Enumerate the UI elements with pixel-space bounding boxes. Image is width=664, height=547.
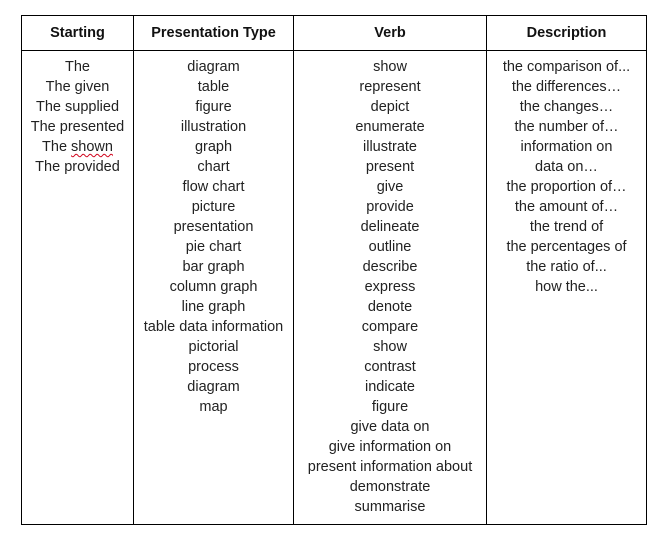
verb-item: describe [362,259,418,275]
verb-item: compare [361,319,419,335]
verb-item: express [364,279,416,295]
starting-item [22,137,133,157]
description-item: how the... [535,279,598,295]
starting-item-prefix: The [35,99,65,115]
presentation-type-item: line graph [181,299,246,315]
vocabulary-table [21,15,647,525]
starting-list [22,57,133,177]
verb-item: figure [371,399,409,415]
presentation-type-item: table data information [143,319,284,335]
description-item: the ratio of... [526,259,607,275]
presentation-type-item: presentation [173,219,254,235]
verb-item: illustrate [363,139,417,155]
description-item: data on… [535,159,598,175]
verb-item: demonstrate [349,479,431,495]
verb-item: present information about [307,459,473,475]
presentation-type-item: process [188,359,239,375]
verb-item: show [373,339,407,355]
description-item: information on [520,139,613,155]
description-item: the proportion of… [506,179,627,195]
description-item: the trend of [529,219,604,235]
verb-item: show [373,59,407,75]
verb-item: give information on [328,439,452,455]
header-description: Description [487,16,647,51]
starting-item [22,157,133,177]
presentation-type-item: map [199,399,228,415]
header-starting: Starting [22,16,134,51]
header-verb: Verb [294,16,487,51]
starting-item-word: supplied [65,99,120,115]
verb-item: denote [367,299,413,315]
description-item: the amount of… [514,199,619,215]
presentation-type-item: table [197,79,230,95]
description-item: the changes… [519,99,614,115]
presentation-type-item: figure [195,99,232,115]
presentation-type-item: pie chart [185,239,242,255]
starting-item [22,57,133,77]
starting-item-word: given [74,79,110,95]
verb-item: summarise [354,499,426,515]
starting-item-prefix: The [35,159,65,175]
presentation-type-list [134,57,293,417]
verb-item: delineate [360,219,420,235]
presentation-type-item: chart [197,159,230,175]
description-item: the number of… [514,119,619,135]
presentation-type-item: column graph [169,279,258,295]
starting-item-word: provided [64,159,120,175]
verb-cell [294,51,487,525]
presentation-type-item: bar graph [182,259,245,275]
starting-item-word: presented [59,119,125,135]
starting-item-prefix: The [65,59,90,75]
verb-item: contrast [364,359,416,375]
description-list [487,57,646,297]
verb-item: give [376,179,404,195]
verb-item: provide [366,199,414,215]
description-item: the differences… [511,79,622,95]
verb-item: give data on [350,419,430,435]
body-row [22,51,647,525]
description-item: the comparison of... [502,59,631,75]
description-cell [487,51,647,525]
starting-item-prefix: The [45,79,75,95]
starting-item-prefix: The [30,119,60,135]
presentation-type-cell [134,51,294,525]
presentation-type-item: diagram [187,59,240,75]
header-presentation-type: Presentation Type [134,16,294,51]
verb-item: present [365,159,415,175]
presentation-type-item: graph [194,139,233,155]
description-item: the percentages of [506,239,627,255]
starting-item-prefix: The [42,139,72,155]
starting-item-word-misspelled: shown [71,139,113,155]
starting-item [22,77,133,97]
verb-item: enumerate [355,119,425,135]
header-row [22,16,647,51]
presentation-type-item: illustration [180,119,247,135]
verb-list [294,57,486,517]
starting-item [22,117,133,137]
presentation-type-item: diagram [187,379,240,395]
presentation-type-item: pictorial [188,339,239,355]
verb-item: outline [368,239,412,255]
verb-item: represent [359,79,421,95]
presentation-type-item: flow chart [182,179,245,195]
verb-item: depict [370,99,410,115]
starting-item [22,97,133,117]
verb-item: indicate [365,379,415,395]
presentation-type-item: picture [191,199,236,215]
starting-cell [22,51,134,525]
